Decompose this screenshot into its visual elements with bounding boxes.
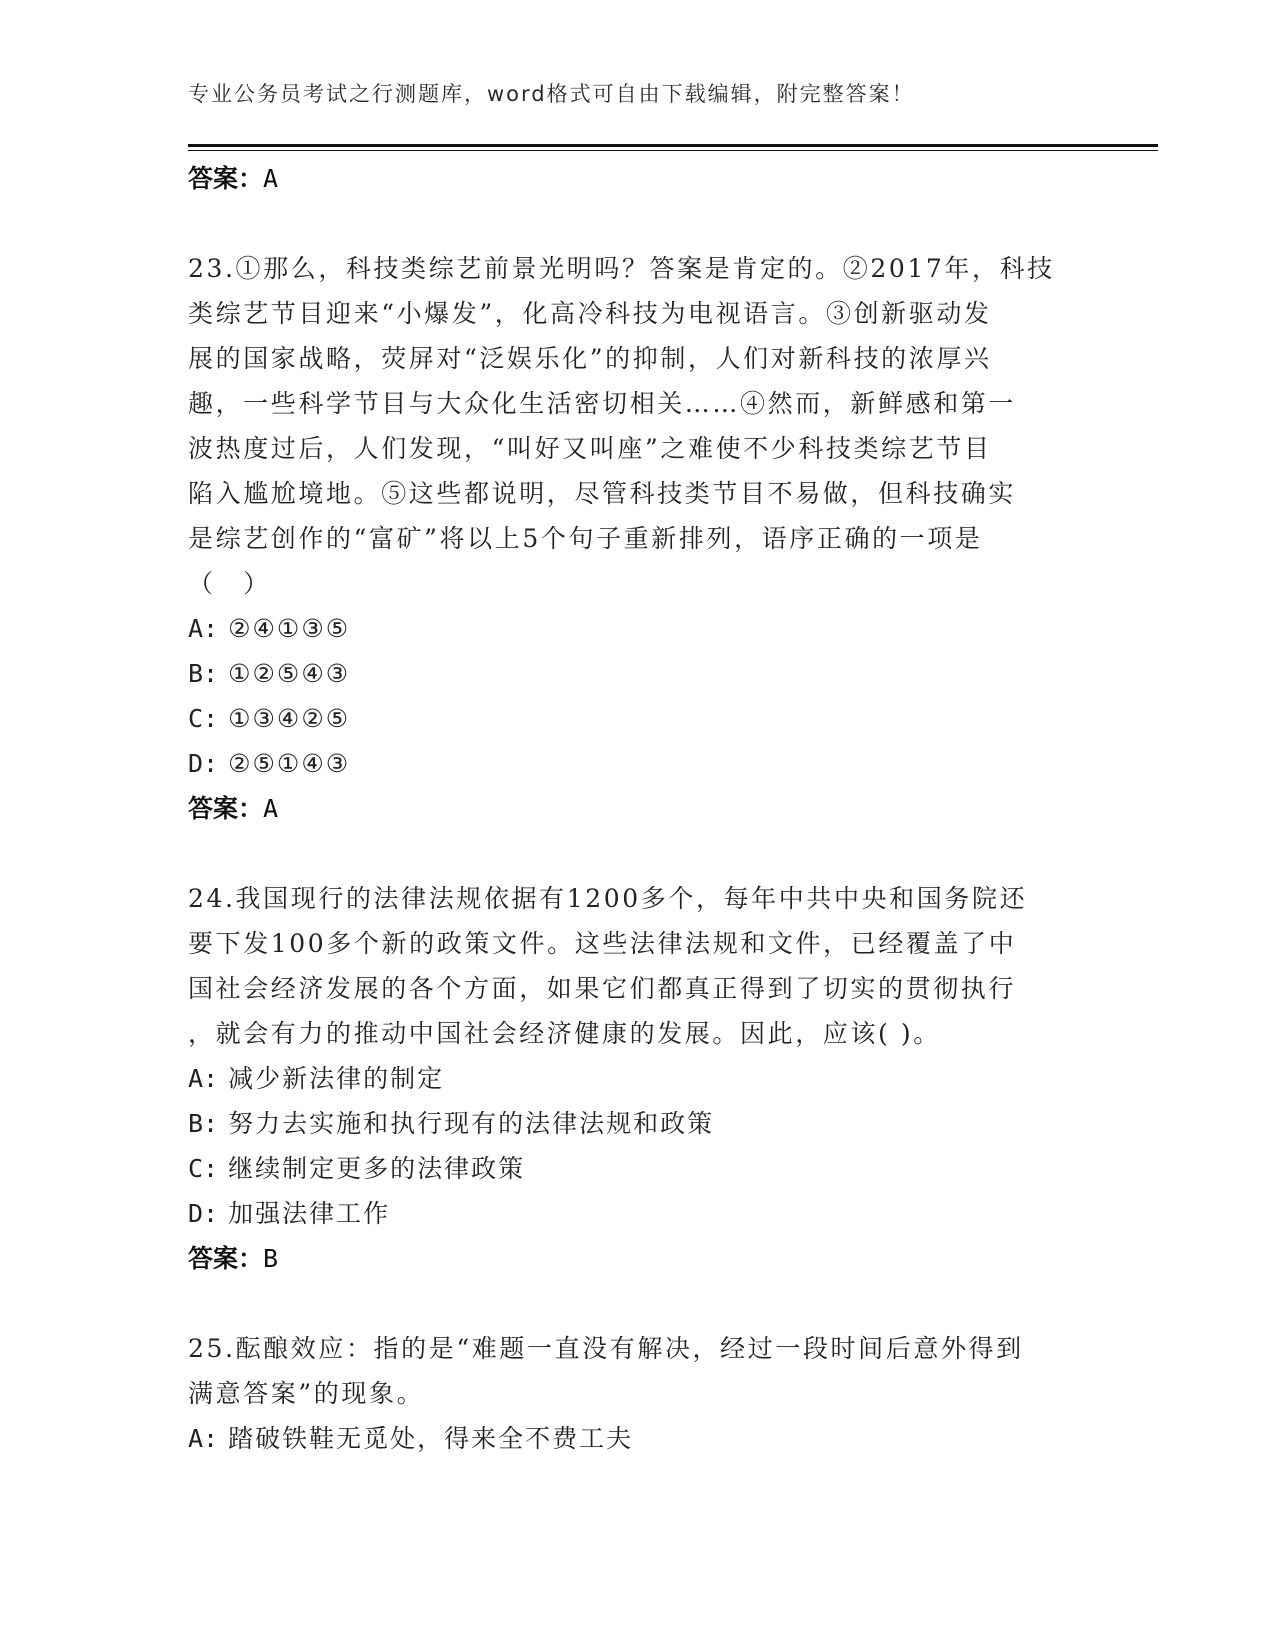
option-b — [188, 1101, 1088, 1146]
question-line: 是综艺创作的“富矿”将以上5个句子重新排列，语序正确的一项是 — [188, 524, 983, 553]
question-24 — [188, 876, 1088, 1282]
spacer — [188, 202, 1088, 246]
question-text — [188, 1326, 1088, 1416]
question-line: 波热度过后，人们发现，“叫好又叫座”之难使不少科技类综艺节目 — [188, 434, 992, 463]
spacer — [188, 1282, 1088, 1326]
option-text: 减少新法律的制定 — [228, 1064, 445, 1093]
answer-line — [188, 1236, 1088, 1282]
option-text: 继续制定更多的法律政策 — [228, 1154, 526, 1183]
option-d — [188, 741, 1088, 786]
question-line: 趣，一些科学节目与大众化生活密切相关……④然而，新鲜感和第一 — [188, 389, 1017, 418]
option-text: 加强法律工作 — [228, 1199, 391, 1228]
question-line: 陷入尴尬境地。⑤这些都说明，尽管科技类节目不易做，但科技确实 — [188, 479, 1017, 508]
option-text: 踏破铁鞋无觅处，得来全不费工夫 — [228, 1424, 634, 1453]
option-letter: C: — [188, 1154, 219, 1183]
option-letter: A: — [188, 614, 219, 643]
option-letter: B: — [188, 1109, 219, 1138]
question-line: 24.我国现行的法律法规依据有1200多个，每年中共中央和国务院还 — [188, 884, 1028, 913]
question-line: 25.酝酿效应：指的是“难题一直没有解决，经过一段时间后意外得到 — [188, 1334, 1024, 1363]
header-rule-thin — [188, 150, 1158, 151]
answer-line — [188, 156, 1088, 202]
question-text — [188, 876, 1088, 1056]
question-line: ，就会有力的推动中国社会经济健康的发展。因此，应该( )。 — [188, 1019, 941, 1048]
option-text: 努力去实施和执行现有的法律法规和政策 — [228, 1109, 715, 1138]
option-b — [188, 651, 1088, 696]
answer-label: 答案： — [188, 164, 264, 193]
answer-label: 答案： — [188, 1244, 264, 1273]
option-text: ①②⑤④③ — [228, 659, 351, 688]
option-text: ①③④②⑤ — [228, 704, 351, 733]
option-d — [188, 1191, 1088, 1236]
answer-value: A — [263, 794, 279, 823]
spacer — [188, 832, 1088, 876]
document-body — [188, 156, 1088, 1461]
option-letter: A: — [188, 1064, 219, 1093]
option-letter: D: — [188, 1199, 219, 1228]
question-23 — [188, 246, 1088, 832]
question-line: 满意答案”的现象。 — [188, 1379, 425, 1408]
question-text — [188, 246, 1088, 606]
option-letter: B: — [188, 659, 219, 688]
option-letter: A: — [188, 1424, 219, 1453]
option-letter: D: — [188, 749, 219, 778]
question-line: 23.①那么，科技类综艺前景光明吗？答案是肯定的。②2017年，科技 — [188, 254, 1055, 283]
option-c — [188, 696, 1088, 741]
option-letter: C: — [188, 704, 219, 733]
question-line: （ ） — [188, 569, 271, 598]
question-line: 要下发100多个新的政策文件。这些法律法规和文件，已经覆盖了中 — [188, 929, 1017, 958]
question-line: 国社会经济发展的各个方面，如果它们都真正得到了切实的贯彻执行 — [188, 974, 1017, 1003]
page-header: 专业公务员考试之行测题库，word格式可自由下载编辑，附完整答案！ — [188, 82, 915, 106]
option-text: ②④①③⑤ — [228, 614, 351, 643]
option-a — [188, 1056, 1088, 1101]
answer-value: A — [263, 164, 279, 193]
question-25 — [188, 1326, 1088, 1461]
answer-value: B — [263, 1244, 279, 1273]
answer-line — [188, 786, 1088, 832]
option-a — [188, 1416, 1088, 1461]
question-line: 展的国家战略，荧屏对“泛娱乐化”的抑制，人们对新科技的浓厚兴 — [188, 344, 992, 373]
option-c — [188, 1146, 1088, 1191]
header-rule — [188, 144, 1158, 147]
answer-label: 答案： — [188, 794, 264, 823]
option-a — [188, 606, 1088, 651]
option-text: ②⑤①④③ — [228, 749, 351, 778]
question-line: 类综艺节目迎来“小爆发”，化高冷科技为电视语言。③创新驱动发 — [188, 299, 992, 328]
